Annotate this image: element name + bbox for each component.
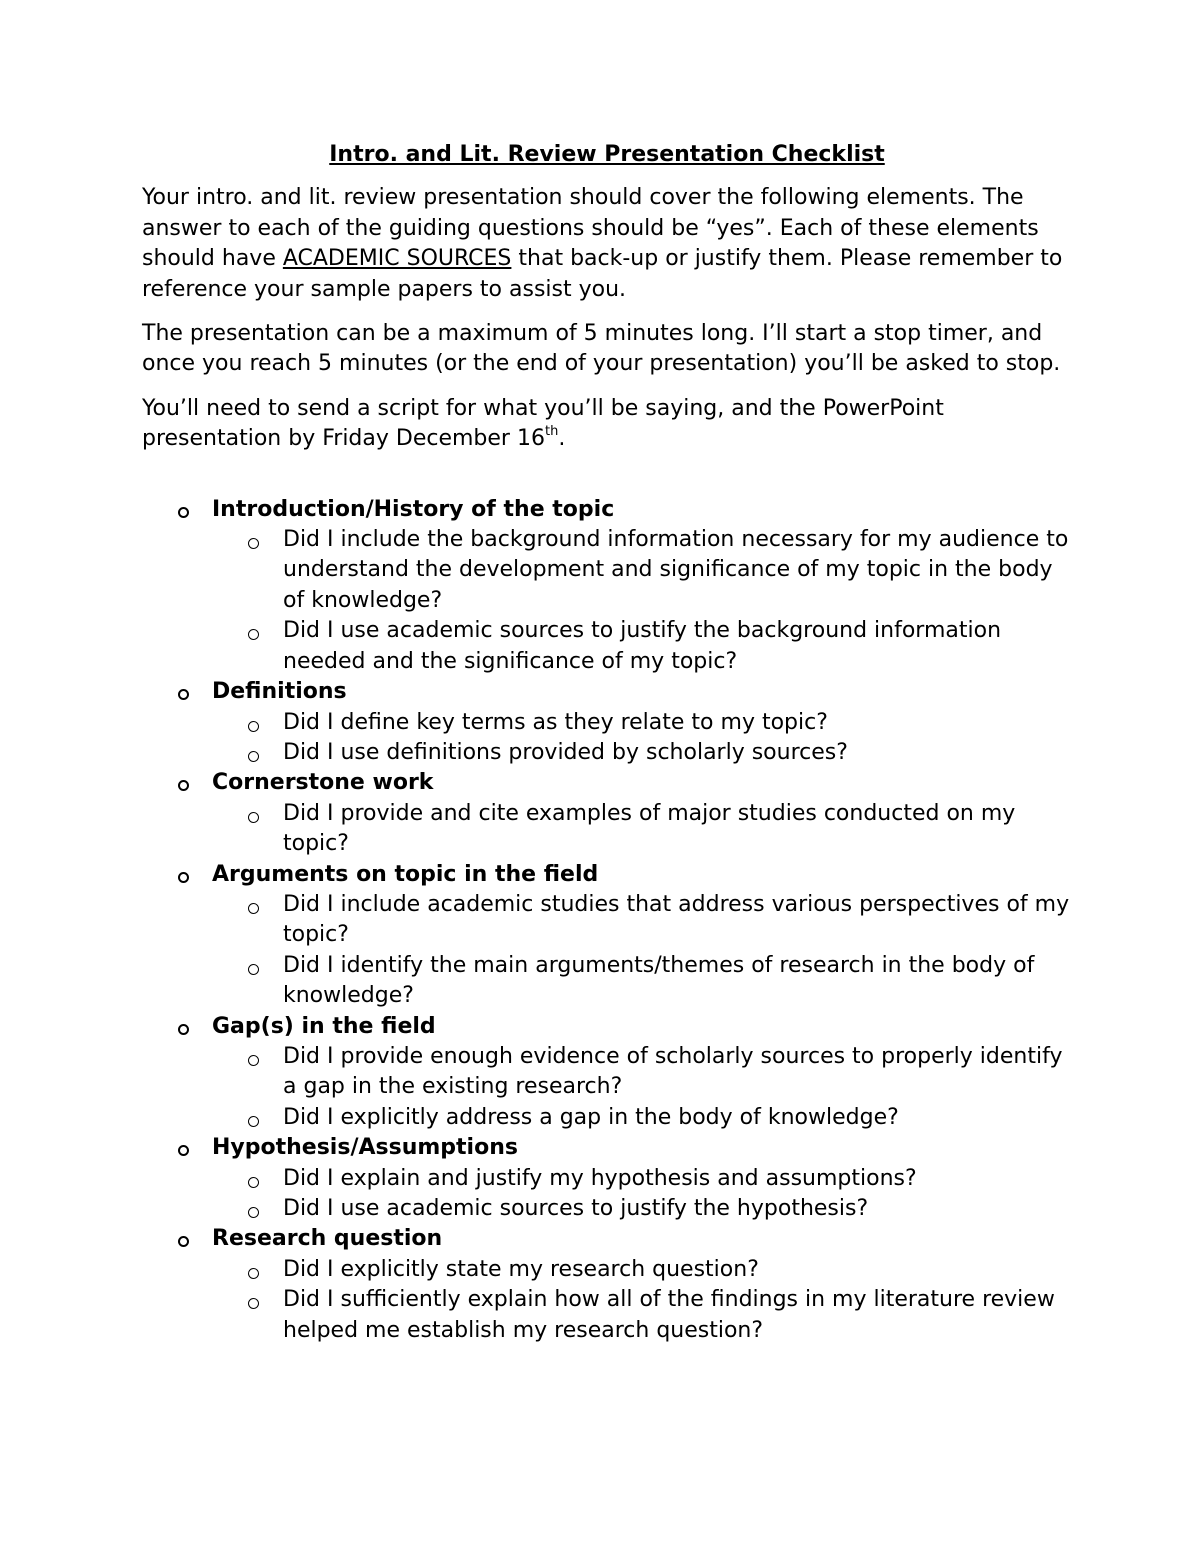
section-bullet-icon <box>178 507 189 518</box>
question-text: Did I use definitions provided by scholarly sources? <box>283 739 848 765</box>
question-text: Did I include academic studies that address various perspectives of my topic? <box>283 891 1070 948</box>
section-heading: Gap(s) in the field <box>212 1013 436 1039</box>
question-list <box>212 525 1072 677</box>
question-item <box>212 890 1072 951</box>
document-page <box>142 140 1072 1346</box>
question-item <box>212 1164 1072 1194</box>
question-item <box>212 738 1072 768</box>
question-bullet-icon <box>248 812 259 823</box>
time-limit-paragraph: The presentation can be a maximum of 5 minutes long. I’ll start a stop timer, and once you reach 5 minutes (or the end of your presentation) you’ll be asked to stop. <box>142 321 1061 377</box>
page-title: Intro. and Lit. Review Presentation Checklist <box>329 142 885 167</box>
question-text: Did I sufficiently explain how all of the findings in my literature review helped me establish my research question? <box>283 1287 1055 1343</box>
question-bullet-icon <box>248 751 259 762</box>
section-bullet-icon <box>178 780 189 791</box>
section-heading: Introduction/History of the topic <box>212 496 615 522</box>
question-bullet-icon <box>248 964 259 975</box>
question-item <box>212 525 1072 616</box>
intro-text-a: Your intro. and lit. review presentation should cover the following elements. The answer to each of the guiding questions should be “yes”. Each of these elements should have <box>142 185 1039 272</box>
question-bullet-icon <box>248 629 259 640</box>
section-heading: Research question <box>212 1226 443 1252</box>
checklist-section <box>142 677 1072 768</box>
question-list <box>212 1255 1072 1346</box>
section-bullet-icon <box>178 1145 189 1156</box>
deadline-paragraph <box>142 394 1072 455</box>
section-heading: Definitions <box>212 679 347 705</box>
question-text: Did I define key terms as they relate to my topic? <box>283 709 828 735</box>
checklist-section <box>142 1224 1072 1346</box>
question-item <box>212 1194 1072 1224</box>
question-bullet-icon <box>248 1055 259 1066</box>
question-text: Did I provide and cite examples of major studies conducted on my topic? <box>283 800 1016 857</box>
question-bullet-icon <box>248 1298 259 1309</box>
section-heading: Arguments on topic in the field <box>212 861 599 887</box>
question-text: Did I explain and justify my hypothesis and assumptions? <box>283 1165 917 1191</box>
question-bullet-icon <box>248 1207 259 1218</box>
question-bullet-icon <box>248 903 259 914</box>
question-list <box>212 890 1072 1012</box>
checklist-section <box>142 495 1072 677</box>
question-item <box>212 708 1072 738</box>
deadline-text-b: . <box>558 426 566 452</box>
question-list <box>212 1164 1072 1225</box>
section-bullet-icon <box>178 1024 189 1035</box>
question-text: Did I include the background information necessary for my audience to understand the development and significance of my topic in the body of knowledge? <box>283 527 1069 613</box>
question-list <box>212 1042 1072 1133</box>
date-suffix: th <box>544 424 559 440</box>
checklist-section <box>142 1012 1072 1134</box>
question-item <box>212 1042 1072 1103</box>
question-list <box>212 799 1072 860</box>
section-heading: Cornerstone work <box>212 770 434 796</box>
question-bullet-icon <box>248 1177 259 1188</box>
section-heading: Hypothesis/Assumptions <box>212 1135 518 1161</box>
question-bullet-icon <box>248 1116 259 1127</box>
intro-paragraph <box>142 183 1072 305</box>
question-text: Did I use academic sources to justify the background information needed and the significance of my topic? <box>283 618 1002 674</box>
question-text: Did I provide enough evidence of scholarly sources to properly identify a gap in the existing research? <box>283 1043 1063 1100</box>
section-bullet-icon <box>178 689 189 700</box>
section-bullet-icon <box>178 1236 189 1247</box>
checklist-section <box>142 1133 1072 1224</box>
academic-sources-emphasis: ACADEMIC SOURCES <box>282 246 512 272</box>
checklist <box>142 495 1072 1346</box>
intro-text-b: that back-up or justify them. Please remember to reference your sample papers to assist you. <box>142 246 1063 302</box>
question-item <box>212 1285 1072 1346</box>
question-item <box>212 1255 1072 1285</box>
question-text: Did I explicitly address a gap in the body of knowledge? <box>283 1104 899 1130</box>
question-bullet-icon <box>248 721 259 732</box>
deadline-text-a: You’ll need to send a script for what you’ll be saying, and the PowerPoint presentation by Friday December 16 <box>142 395 944 452</box>
question-item <box>212 1103 1072 1133</box>
question-bullet-icon <box>248 538 259 549</box>
question-text: Did I explicitly state my research question? <box>283 1256 759 1282</box>
question-item <box>212 799 1072 860</box>
checklist-section <box>142 860 1072 1012</box>
question-bullet-icon <box>248 1268 259 1279</box>
question-text: Did I use academic sources to justify the hypothesis? <box>283 1196 869 1221</box>
question-item <box>212 951 1072 1012</box>
checklist-section <box>142 768 1072 859</box>
question-text: Did I identify the main arguments/themes of research in the body of knowledge? <box>283 952 1035 1009</box>
section-bullet-icon <box>178 872 189 883</box>
question-item <box>212 616 1072 677</box>
question-list <box>212 708 1072 769</box>
